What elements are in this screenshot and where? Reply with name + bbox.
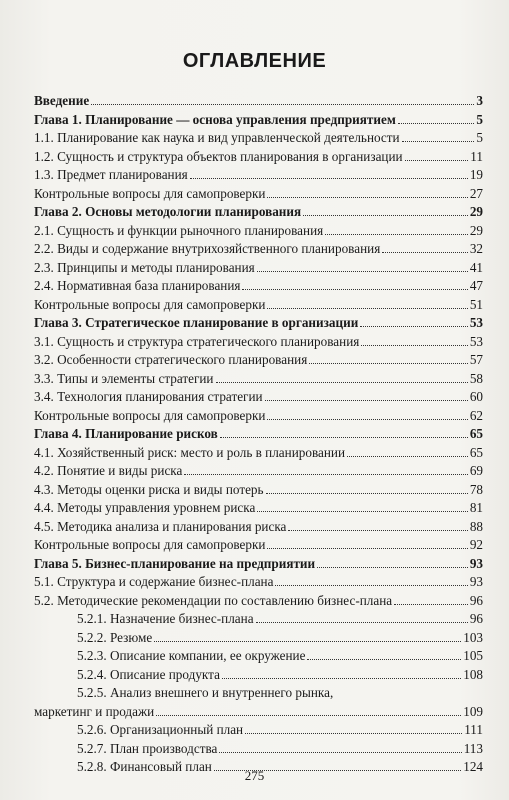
toc-leader-dots (382, 251, 468, 253)
toc-leader-dots (405, 159, 469, 161)
toc-entry (34, 573, 483, 592)
toc-entry-label: 5.2. Методические рекомендации по составлению бизнес-плана (34, 592, 393, 608)
toc-leader-dots (361, 344, 467, 346)
toc-entry-label: Глава 2. Основы методологии планирования (34, 204, 302, 219)
toc-entry-label: 3.3. Типы и элементы стратегии (34, 370, 214, 386)
toc-entry (34, 407, 483, 426)
toc-page-number: 96 (469, 592, 483, 608)
toc-leader-dots (307, 658, 461, 660)
toc-entry-label: 5.2.1. Назначение бизнес-плана (77, 611, 254, 626)
toc-entry-label: 4.5. Методика анализа и планирования риска (34, 518, 287, 534)
toc-leader-dots (245, 732, 462, 734)
toc-entry-label: 5.2.5. Анализ внешнего и внутреннего рынка, (77, 685, 334, 700)
toc-page-number: 111 (464, 722, 483, 737)
toc-leader-dots (267, 307, 467, 309)
toc-page-number: 124 (463, 759, 483, 774)
toc-entry-label: Глава 4. Планирование рисков (34, 426, 218, 441)
toc-page-number: 60 (469, 389, 483, 404)
toc-entry-label: Глава 5. Бизнес-планирование на предприятии (34, 555, 316, 571)
toc-page-number: 58 (469, 370, 483, 386)
toc-entry (34, 647, 483, 666)
toc-leader-dots (91, 103, 474, 105)
toc-leader-dots (184, 473, 467, 475)
toc-entry (34, 592, 483, 611)
toc-entry (34, 721, 483, 740)
toc-entry-label: Контрольные вопросы для самопроверки (34, 185, 266, 201)
toc-entry (34, 555, 483, 574)
toc-page-number: 47 (469, 278, 483, 293)
toc-page-number: 27 (469, 185, 483, 201)
toc-page-number: 62 (469, 407, 483, 423)
toc-leader-dots (257, 270, 468, 272)
toc-entry (34, 92, 483, 111)
toc-entry-label: 4.1. Хозяйственный риск: место и роль в планировании (34, 444, 346, 460)
toc-page-number: 41 (469, 259, 483, 275)
toc-entry-label: 2.3. Принципы и методы планирования (34, 259, 255, 275)
toc-leader-dots (347, 455, 468, 457)
toc-entry (34, 351, 483, 370)
toc-entry-label: 3.2. Особенности стратегического планирования (34, 352, 308, 367)
toc-leader-dots (216, 381, 468, 383)
toc-page-number: 96 (469, 611, 483, 626)
toc-page-number: 29 (469, 222, 483, 238)
toc-leader-dots (222, 677, 461, 679)
toc-page-number: 108 (463, 666, 483, 682)
toc-entry (34, 129, 483, 148)
toc-entry (34, 314, 483, 333)
page-title: ОГЛАВЛЕНИЕ (182, 50, 327, 72)
toc-leader-dots (309, 362, 468, 364)
toc-page-number: 5 (476, 111, 483, 127)
toc-entry-label: 5.2.2. Резюме (77, 629, 153, 645)
toc-entry-label: 5.1. Структура и содержание бизнес-плана (34, 574, 274, 589)
toc-entry-label: 1.1. Планирование как наука и вид управленческой деятельности (34, 130, 400, 145)
toc-page-number: 88 (469, 518, 483, 534)
toc-leader-dots (288, 529, 467, 531)
toc-leader-dots (265, 399, 468, 401)
toc-entry (34, 370, 483, 389)
toc-entry (34, 111, 483, 130)
toc-entry-label: 2.4. Нормативная база планирования (34, 278, 241, 293)
toc-entry-label: 4.2. Понятие и виды риска (34, 463, 183, 478)
toc-entry-label: 3.4. Технология планирования стратегии (34, 389, 263, 404)
toc-entry-label: Контрольные вопросы для самопроверки (34, 407, 266, 423)
toc-leader-dots (394, 603, 468, 605)
toc-page-number: 51 (469, 296, 483, 312)
toc-leader-dots (266, 492, 468, 494)
toc-entry (34, 222, 483, 241)
toc-entry (34, 481, 483, 500)
toc-entry (34, 148, 483, 167)
toc-entry-label: 1.2. Сущность и структура объектов планирования в организации (34, 148, 403, 164)
toc-entry-label: Глава 1. Планирование — основа управления предприятием (34, 111, 396, 127)
toc-leader-dots (220, 436, 468, 438)
toc-leader-dots (154, 640, 461, 642)
toc-page-number: 5 (476, 130, 483, 145)
toc-leader-dots (402, 140, 475, 142)
toc-entry-continuation (34, 703, 483, 722)
page-number: 275 (244, 768, 265, 783)
toc-page-number: 105 (463, 648, 483, 663)
toc-page-number: 93 (469, 555, 483, 571)
toc-page-number: 29 (469, 204, 483, 219)
toc-entry (34, 536, 483, 555)
toc-leader-dots (257, 510, 467, 512)
toc-entry (34, 684, 483, 721)
toc-leader-dots (256, 621, 468, 623)
toc-leader-dots (360, 325, 467, 327)
toc-page-number: 32 (469, 241, 483, 256)
toc-entry (34, 296, 483, 315)
toc-entry-label: 3.1. Сущность и структура стратегического планирования (34, 333, 360, 349)
toc-entry-label: маркетинг и продажи (34, 703, 155, 719)
toc-entry (34, 444, 483, 463)
toc-leader-dots (219, 751, 461, 753)
toc-page-number: 65 (469, 426, 483, 441)
toc-entry-label: 5.2.3. Описание компании, ее окружение (77, 648, 306, 663)
toc-entry-label: Контрольные вопросы для самопроверки (34, 296, 266, 312)
toc-entry-label: 2.1. Сущность и функции рыночного планирования (34, 222, 324, 238)
toc-leader-dots (325, 233, 468, 235)
toc-leader-dots (190, 177, 468, 179)
toc-leader-dots (267, 547, 467, 549)
toc-entry (34, 629, 483, 648)
toc-leader-dots (267, 418, 467, 420)
toc-entry (34, 185, 483, 204)
toc-entry (34, 259, 483, 278)
toc-page-number: 78 (469, 481, 483, 497)
toc-page-number: 69 (469, 463, 483, 478)
toc-entry-label: Контрольные вопросы для самопроверки (34, 537, 266, 552)
toc-entry (34, 333, 483, 352)
toc-entry (34, 740, 483, 759)
toc-entry-label: 1.3. Предмет планирования (34, 167, 188, 182)
toc-leader-dots (275, 584, 467, 586)
toc-entry (34, 666, 483, 685)
toc-entry-label: 5.2.7. План производства (77, 740, 218, 756)
toc-entry (34, 240, 483, 259)
toc-entry (34, 277, 483, 296)
table-of-contents (34, 92, 483, 777)
toc-page-number: 92 (469, 537, 483, 552)
toc-leader-dots (267, 196, 467, 198)
toc-entry (34, 388, 483, 407)
toc-leader-dots (303, 214, 468, 216)
toc-leader-dots (398, 122, 475, 124)
toc-page-number: 53 (469, 333, 483, 349)
toc-page-number: 53 (469, 315, 483, 330)
toc-entry-label: 4.3. Методы оценки риска и виды потерь (34, 481, 264, 497)
toc-entry-label: 5.2.4. Описание продукта (77, 666, 220, 682)
toc-entry-label: 5.2.8. Финансовый план (77, 759, 212, 774)
toc-entry (34, 203, 483, 222)
toc-entry (34, 425, 483, 444)
toc-page-number: 113 (463, 740, 483, 756)
toc-page-number: 11 (470, 148, 483, 164)
toc-page-number: 19 (469, 167, 483, 182)
toc-leader-dots (242, 288, 467, 290)
toc-page-number: 57 (469, 352, 483, 367)
toc-page-number: 3 (476, 93, 483, 108)
toc-page-number: 93 (469, 574, 483, 589)
toc-entry-label: 4.4. Методы управления уровнем риска (34, 500, 256, 515)
toc-page-number: 65 (469, 444, 483, 460)
toc-entry (34, 499, 483, 518)
toc-entry-label: Глава 3. Стратегическое планирование в организации (34, 315, 359, 330)
toc-entry-label: 5.2.6. Организационный план (77, 722, 244, 737)
toc-entry (34, 518, 483, 537)
toc-entry-label: 2.2. Виды и содержание внутрихозяйственного планирования (34, 241, 381, 256)
toc-entry (34, 610, 483, 629)
toc-entry (34, 166, 483, 185)
toc-entry-label: Введение (34, 93, 90, 108)
toc-page-number: 109 (463, 703, 483, 719)
toc-leader-dots (156, 714, 461, 716)
toc-entry (34, 462, 483, 481)
toc-page-number: 81 (469, 500, 483, 515)
toc-page-number: 103 (463, 629, 483, 645)
toc-leader-dots (317, 566, 468, 568)
